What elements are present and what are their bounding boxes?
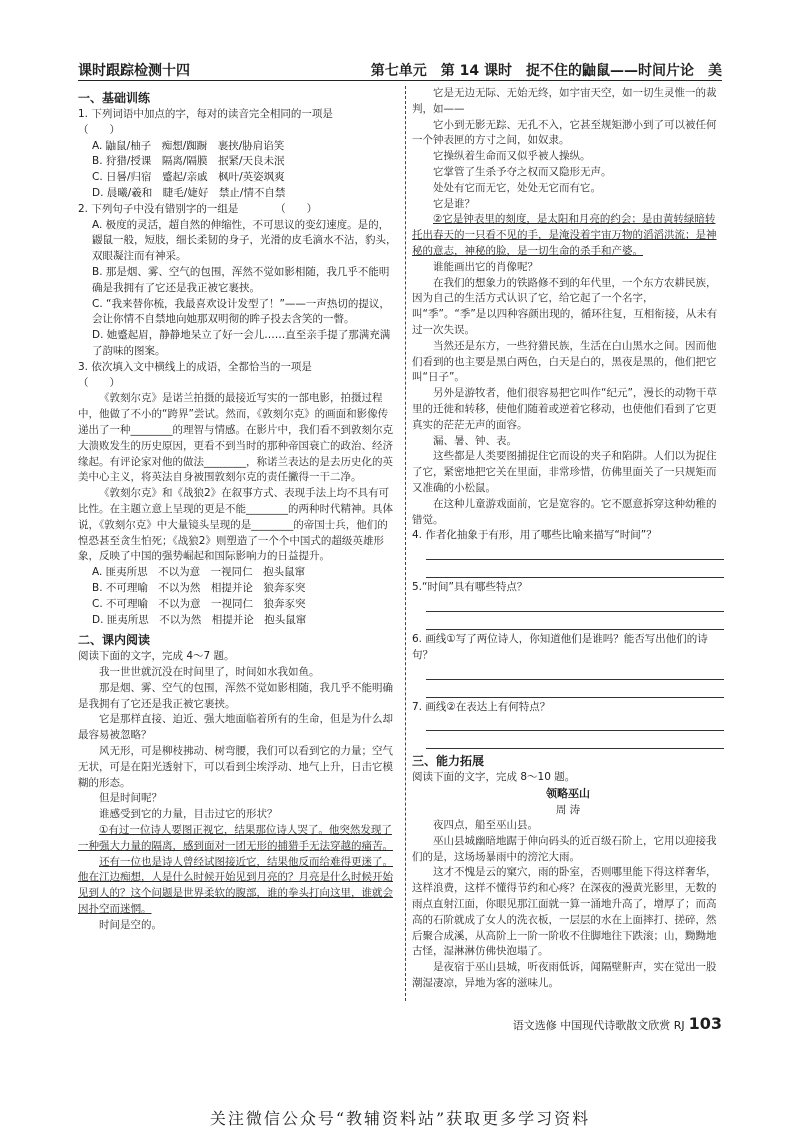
reading-paragraph: 漏、暑、钟、表。 [433, 434, 517, 447]
section-basic: 一、基础训练 [78, 91, 151, 105]
answer-line[interactable] [426, 682, 724, 698]
reading-paragraph: 谁能画出它的肖像呢？ [433, 260, 538, 273]
reading-paragraph: 处处有它而无它，处处无它而有它。 [433, 181, 601, 194]
reading-paragraph: 风无形，可是柳枝拂动、树弯腰，我们可以看到它的力量；空气无状，可是在阳光透射下，可以看到尘埃浮动、地气上升，日击它模糊的形态。 [78, 745, 393, 789]
right-column [412, 86, 724, 1001]
extension-intro: 阅读下面的文字，完成 8～10 题。 [412, 771, 576, 784]
question-5: 5.“时间”具有哪些特点？ [412, 581, 528, 594]
reading-paragraph: 它小到无影无踪、无孔不入，它甚至规矩渺小到了可以被任何一个钟表匣的方寸之间，如奴隶。 [412, 118, 717, 147]
q1-option-a: A. 鼬鼠/柚子 痴想/踟蹰 裹挟/胁肩谄笑 [92, 139, 285, 152]
q3-option-d: D. 匪夷所思 不以为然 相提并论 抱头鼠窜 [92, 613, 307, 626]
reading-paragraph: 它是无边无际、无始无终，如宇宙天空，如一切生灵惟一的裁判，如—— [412, 87, 717, 115]
underlined-passage-2: 还有一位也是诗人曾经试图接近它，结果他反而给难得更迷了。他在江边痴想，人是什么时候开始见到月亮的？月亮是什么时候开始见到人的？这个问题是世界柔软的腹部，谁的拳头打向这里，谁就会因扑空而迷惘。 [78, 855, 393, 916]
reading-intro: 阅读下面的文字，完成 4～7 题。 [78, 650, 235, 663]
underlined-passage-1: ①有过一位诗人要图正视它，结果那位诗人哭了。他突然发现了一种强大力量的隔离，感到面对一团无形的捕猎手无法穿越的痛苦。 [78, 824, 393, 852]
question-2: 2. 下列句子中没有错别字的一组是 （ ） [78, 202, 318, 215]
header-left: 课时跟踪检测十四 [78, 63, 190, 79]
q2-option-c: C. “我来替你梳，我最喜欢设计发型了！”——一声热切的提议，会让你情不自禁地向她那双明彻的眸子投去含笑的一瞥。 [92, 297, 390, 326]
column-divider [405, 86, 406, 1001]
q2-option-b: B. 那是烟、雾、空气的包围，浑然不觉如影相随，我几乎不能明确是我拥有了它还是我正被它裹挟。 [92, 265, 390, 294]
reading-paragraph: 我一世世就沉没在时间里了，时间如水我如鱼。 [99, 666, 320, 679]
reading-paragraph: 那是烟、雾、空气的包围，浑然不觉如影相随，我几乎不能明确是我拥有了它还是我正被它裹挟。 [78, 681, 393, 710]
page-footer [513, 1014, 722, 1033]
answer-line[interactable] [426, 715, 724, 731]
underlined-passage-3: ②它是钟表里的刻度，是太阳和月亮的约会；是由黄转绿暗转托出春天的一只看不见的手，是淹没着宇宙万物的滔滔洪流；是神秘的意志，神秘的脸，是一切生命的杀手和产婆。 [412, 213, 717, 257]
article-paragraph: 巫山县城幽暗地踞于伸向码头的近百级石阶上，它用以迎接我们的是，这场场暴雨中的滂沱大雨。 [412, 834, 717, 863]
q3-option-b: B. 不可理喻 不以为然 相提并论 狼奔豕突 [92, 581, 306, 594]
answer-line[interactable] [426, 596, 724, 612]
answer-line[interactable] [426, 562, 724, 578]
article-paragraph: 夜四点，船至巫山县。 [433, 819, 538, 832]
reading-paragraph: 这些都是人类要图捕捉住它而设的夹子和陷阱。人们以为捉住了它，紧密地把它关在里面，非常珍惜，仿佛里面关了一只规矩而又准确的小松鼠。 [412, 450, 717, 494]
question-1: 1. 下列词语中加点的字，每对的读音完全相同的一项是 （ ） [78, 108, 417, 136]
reading-paragraph: 在这种儿童游戏面前，它是宽容的。它不愿意拆穿这种幼稚的错觉。 [412, 497, 717, 526]
reading-paragraph: 另外是游牧者，他们很容易把它叫作“纪元”，漫长的动物干草里的迁徙和转移，使他们随着或逆着它移动，也使他们看到了它更真实的茫茫无声的面容。 [412, 387, 717, 431]
q3-option-c: C. 不可理喻 不以为意 一视同仁 狼奔豕突 [92, 597, 306, 610]
question-7: 7. 画线②在表达上有何特点？ [412, 700, 551, 713]
reading-paragraph: 它是谁？ [433, 197, 475, 210]
q3-passage: 《敦刻尔克》是诺兰拍摄的最接近写实的一部电影，拍摄过程中，他做了不小的“跨界”尝试。然而，《敦刻尔克》的画面和影像传递出了一种________的理智与情感。在影片中，我们看不到敦刻尔克大溃败发生的历史原因，更看不到当时的那种帝国衰亡的政治、经济缘起。有评论家对他的做法________，称诺兰表达的是去历史化的英美中心主义，将英法自身被围敦刻尔克的责任撇得一干二净。 [78, 392, 393, 484]
answer-line[interactable] [426, 614, 724, 630]
answer-line[interactable] [426, 664, 724, 680]
question-4: 4. 作者化抽象于有形，用了哪些比喻来描写“时间”？ [412, 529, 657, 542]
article-paragraph: 是夜宿于巫山县城，听夜雨低诉，闻隔壁鼾声，实在觉出一股潮湿凄凉，异地为客的滋味儿。 [412, 961, 717, 990]
reading-paragraph: 谁感受到它的力量，目击过它的形状？ [99, 808, 278, 821]
reading-paragraph: 在我们的想象力的铁路修不到的年代里，一个东方农耕民族，因为自己的生活方式认识了它，给它起了一个名字，叫“季”。“季”是以四种容颜出现的，循环往复，互相衔接，从未有过一次失误。 [412, 276, 718, 336]
answer-line[interactable] [426, 733, 724, 749]
q1-option-d: D. 晨曦/羲和 睫毛/婕好 禁止/情不自禁 [92, 186, 286, 199]
reading-paragraph: 它操纵着生命而又似乎被人操纵。 [433, 150, 591, 163]
answer-line[interactable] [426, 544, 724, 560]
q3-passage: 《敦刻尔克》和《战狼2》在叙事方式、表现手法上均不具有可比性。在主题立意上呈现的更是不能________的两种时代精神。具体说，《敦刻尔克》中大量镜头呈现的是________的帝国士兵，他们的惶恐甚至贪生怕死；《战狼2》则塑造了一个个中国式的超级英雄形象，反映了中国的强势崛起和国际影响力的日益提升。 [78, 487, 393, 563]
reading-paragraph: 它是那样直接、迫近、强大地面临着所有的生命，但是为什么却最容易被忽略？ [78, 713, 393, 742]
question-6: 6. 画线①写了两位诗人，你知道他们是谁吗？能否写出他们的诗句？ [412, 632, 708, 661]
reading-paragraph: 它掌管了生杀予夺之权而又隐形无声。 [433, 165, 612, 178]
footer-label: 语文选修 中国现代诗歌散文欣赏 RJ [512, 1019, 685, 1032]
handwritten-note: 关注微信公众号“教辅资料站”获取更多学习资料 [209, 1109, 591, 1128]
left-column [78, 86, 438, 1001]
q1-option-b: B. 狩猎/授课 隔离/隔膜 抿紧/天良未泯 [92, 155, 285, 168]
section-extension: 三、能力拓展 [412, 754, 485, 769]
q1-option-c: C. 日晷/归宿 蹙起/亲戚 枫叶/英姿飒爽 [92, 171, 285, 184]
header-right: 第七单元 第 14 课时 捉不住的鼬鼠——时间片论 美 [370, 63, 722, 79]
header-rule [78, 80, 722, 81]
reading-paragraph: 时间是空的。 [99, 918, 162, 931]
q3-option-a: A. 匪夷所思 不以为意 一视同仁 抱头鼠窜 [92, 566, 306, 579]
question-3: 3. 依次填入文中横线上的成语，全都恰当的一项是 （ ） [78, 360, 438, 389]
reading-paragraph: 当然还是东方，一些狩猎民族，生活在白山黑水之间。因而他们看到的也主要是黑白两色，白天是白的，黑夜是黑的，他们把它叫“日子”。 [412, 339, 717, 384]
section-reading: 二、课内阅读 [78, 633, 151, 648]
q2-option-a: A. 极度的灵活，超自然的伸缩性，不可思议的变幻速度。是的，鼹鼠一般，短肢，细长柔韧的身子，光滑的皮毛滴水不沾，豹头，双眼凝注而有神采。 [92, 218, 397, 263]
article-author: 周 涛 [555, 804, 581, 817]
page-number: 103 [688, 1014, 722, 1033]
reading-paragraph: 但是时间呢？ [99, 792, 162, 805]
article-title: 领略巫山 [546, 787, 590, 801]
q2-option-d: D. 她蹙起眉，静静地呆立了好一会儿……直至亲手提了那满充满了韵味的图案。 [92, 329, 391, 357]
article-paragraph: 这才不愧是云的窠穴，雨的卧室，否则哪里能下得这样奢华，这样浪费，这样不懂得节约和心疼？在深夜的漫黄光影里，无数的雨点直射江面，你眼见那江面就一算一涌地升高了，增厚了；而高高的石阶就成了女人的洗衣板，一层层的水在上面摔打、搓碎，然后聚合成溪，从高阶上一阶一阶收不住脚地往下跌滚；山，黝黝地古怪，湿淋淋仿佛快泡塌了。 [412, 866, 717, 958]
